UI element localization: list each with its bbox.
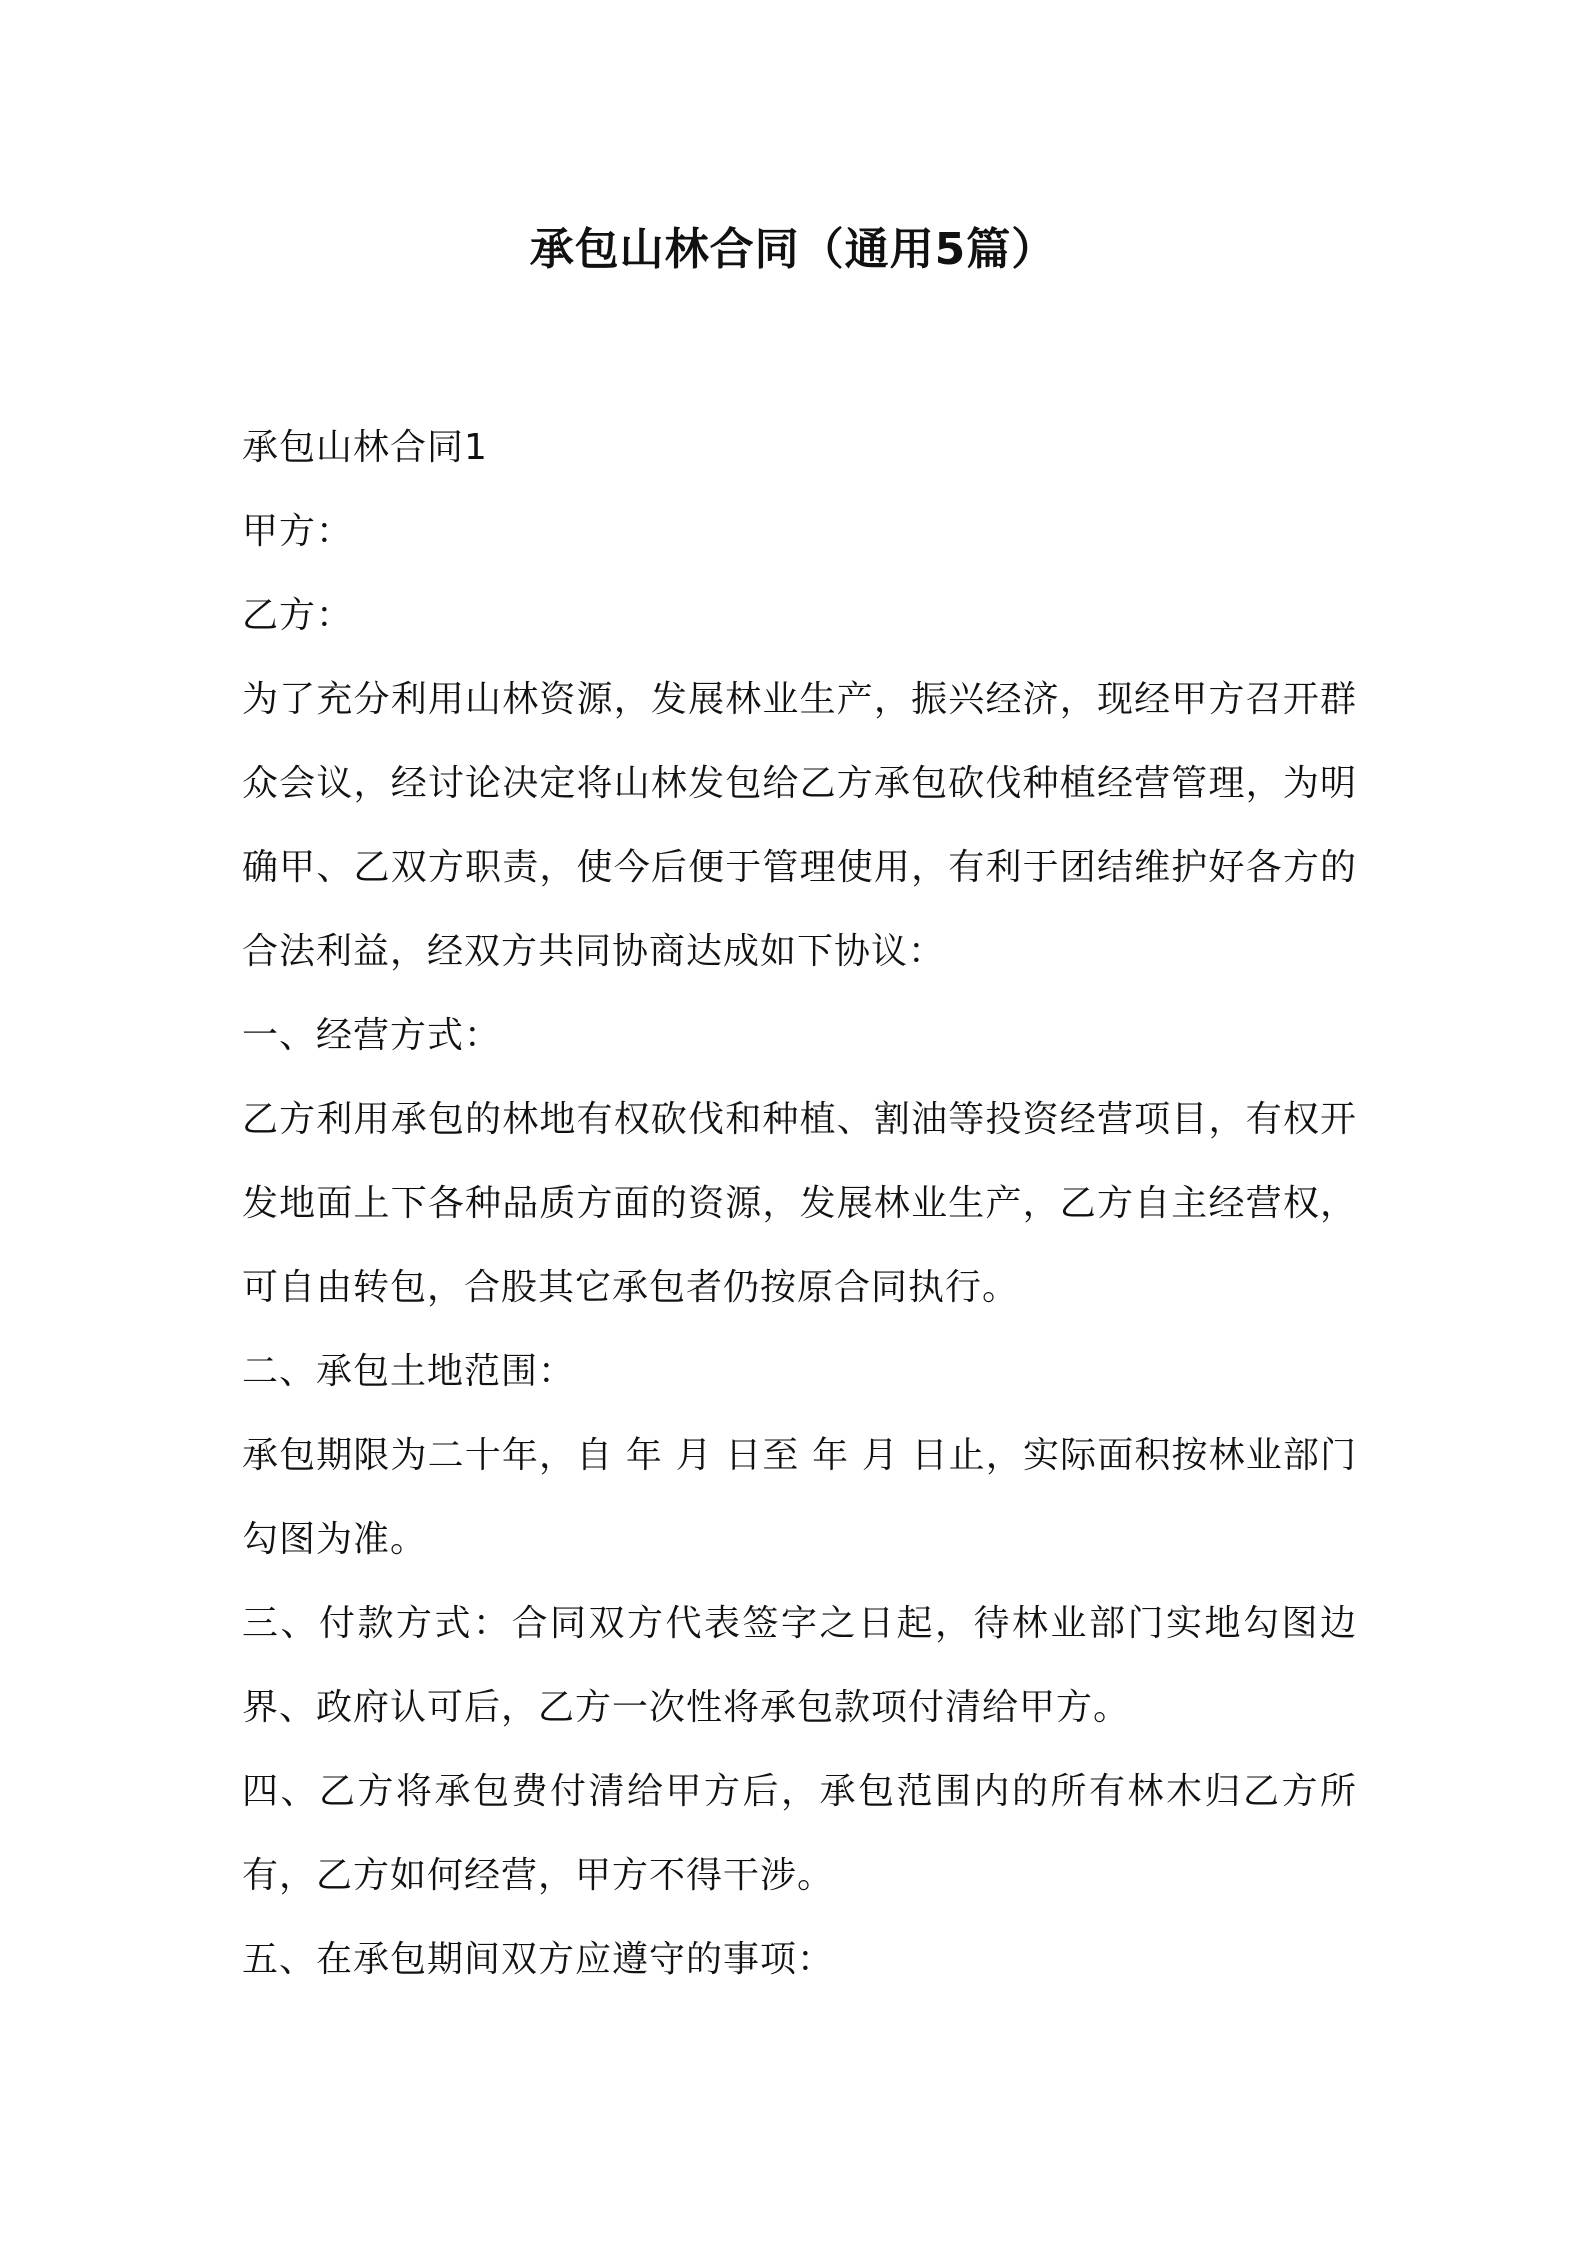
document-title: 承包山林合同（通用5篇） (529, 224, 1057, 275)
clause-paragraph-4: 四、乙方将承包费付清给甲方后，承包范围内的所有林木归乙方所有，乙方如何经营，甲方不得干涉。 (242, 1771, 1357, 1896)
clause-heading-2: 二、承包土地范围： (242, 1351, 576, 1392)
clause-heading-1: 一、经营方式： (242, 1015, 502, 1056)
intro-paragraph: 为了充分利用山林资源，发展林业生产，振兴经济，现经甲方召开群众会议，经讨论决定将山林发包给乙方承包砍伐种植经营管理，为明确甲、乙双方职责，使今后便于管理使用，有利于团结维护好各方的合法利益，经双方共同协商达成如下协议： (242, 679, 1357, 972)
party-a-line: 甲方： (242, 511, 354, 552)
clause-paragraph-3: 三、付款方式：合同双方代表签字之日起，待林业部门实地勾图边界、政府认可后，乙方一次性将承包款项付清给甲方。 (242, 1603, 1357, 1728)
document-body (242, 406, 1357, 2002)
clause-heading-5: 五、在承包期间双方应遵守的事项： (242, 1939, 835, 1980)
party-b-line: 乙方： (242, 595, 354, 636)
clause-paragraph-2: 承包期限为二十年，自 年 月 日至 年 月 日止，实际面积按林业部门勾图为准。 (242, 1435, 1357, 1560)
section-heading: 承包山林合同1 (242, 427, 488, 468)
clause-paragraph-1: 乙方利用承包的林地有权砍伐和种植、割油等投资经营项目，有权开发地面上下各种品质方面的资源，发展林业生产，乙方自主经营权，可自由转包，合股其它承包者仍按原合同执行。 (242, 1099, 1357, 1308)
